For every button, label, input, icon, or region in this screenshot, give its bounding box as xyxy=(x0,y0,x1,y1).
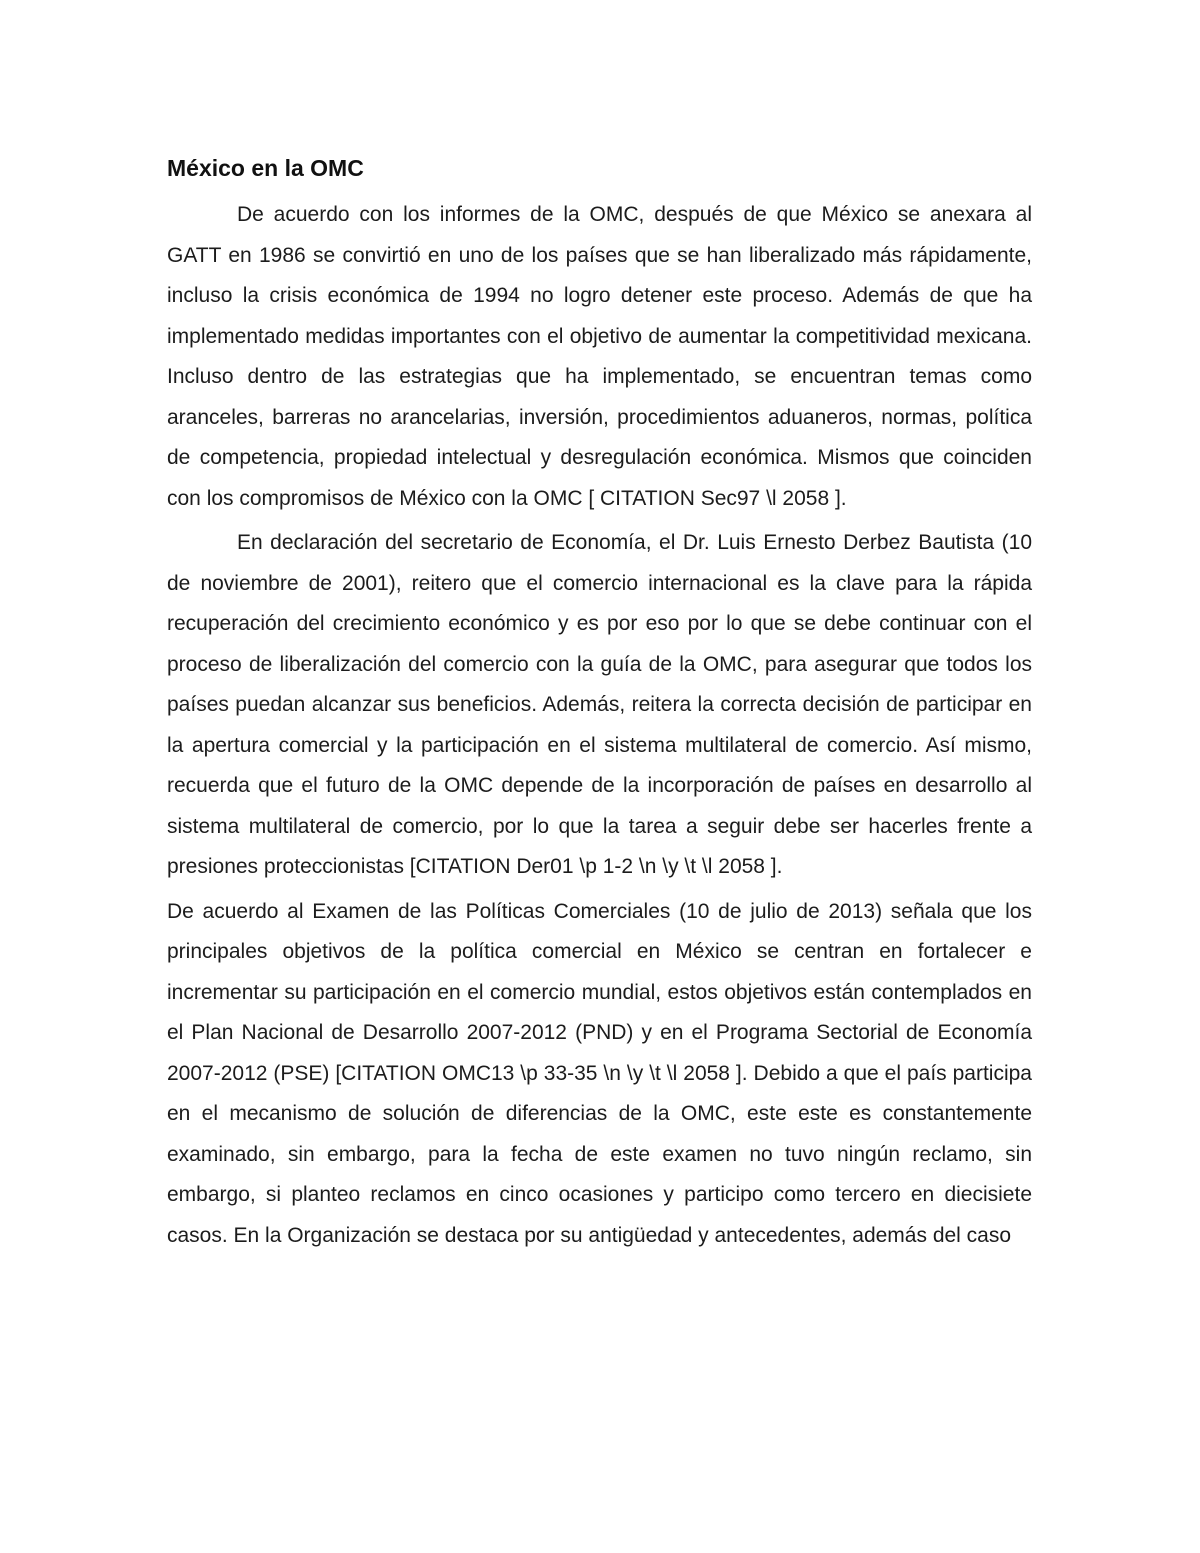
paragraph-3: De acuerdo al Examen de las Políticas Comerciales (10 de julio de 2013) señala que los principales objetivos de la política comercial en México se centran en fortalecer e incrementar su participación en el comercio mundial, estos objetivos están contemplados en el Plan Nacional de Desarrollo 2007-2012 (PND) y en el Programa Sectorial de Economía 2007-2012 (PSE) [CITATION OMC13 \p 33-35 \n \y \t \l 2058 ]. Debido a que el país participa en el mecanismo de solución de diferencias de la OMC, este este es constantemente examinado, sin embargo, para la fecha de este examen no tuvo ningún reclamo, sin embargo, si planteo reclamos en cinco ocasiones y participo como tercero en diecisiete casos. En la Organización se destaca por su antigüedad y antecedentes, además del caso xyxy=(167,899,1032,1247)
paragraph-1: De acuerdo con los informes de la OMC, después de que México se anexara al GATT en 1986 se convirtió en uno de los países que se han liberalizado más rápidamente, incluso la crisis económica de 1994 no logro detener este proceso. Además de que ha implementado medidas importantes con el objetivo de aumentar la competitividad mexicana. Incluso dentro de las estrategias que ha implementado, se encuentran temas como aranceles, barreras no arancelarias, inversión, procedimientos aduaneros, normas, política de competencia, propiedad intelectual y desregulación económica. Mismos que coinciden con los compromisos de México con la OMC [ CITATION Sec97 \l 2058 ]. xyxy=(167,203,1032,510)
document-body xyxy=(167,151,1032,1260)
document-title: México en la OMC xyxy=(167,155,364,181)
paragraph-2: En declaración del secretario de Economía, el Dr. Luis Ernesto Derbez Bautista (10 de noviembre de 2001), reitero que el comercio internacional es la clave para la rápida recuperación del crecimiento económico y es por eso por lo que se debe continuar con el proceso de liberalización del comercio con la guía de la OMC, para asegurar que todos los países puedan alcanzar sus beneficios. Además, reitera la correcta decisión de participar en la apertura comercial y la participación en el sistema multilateral de comercio. Así mismo, recuerda que el futuro de la OMC depende de la incorporación de países en desarrollo al sistema multilateral de comercio, por lo que la tarea a seguir debe ser hacerles frente a presiones proteccionistas [CITATION Der01 \p 1-2 \n \y \t \l 2058 ]. xyxy=(167,531,1032,878)
